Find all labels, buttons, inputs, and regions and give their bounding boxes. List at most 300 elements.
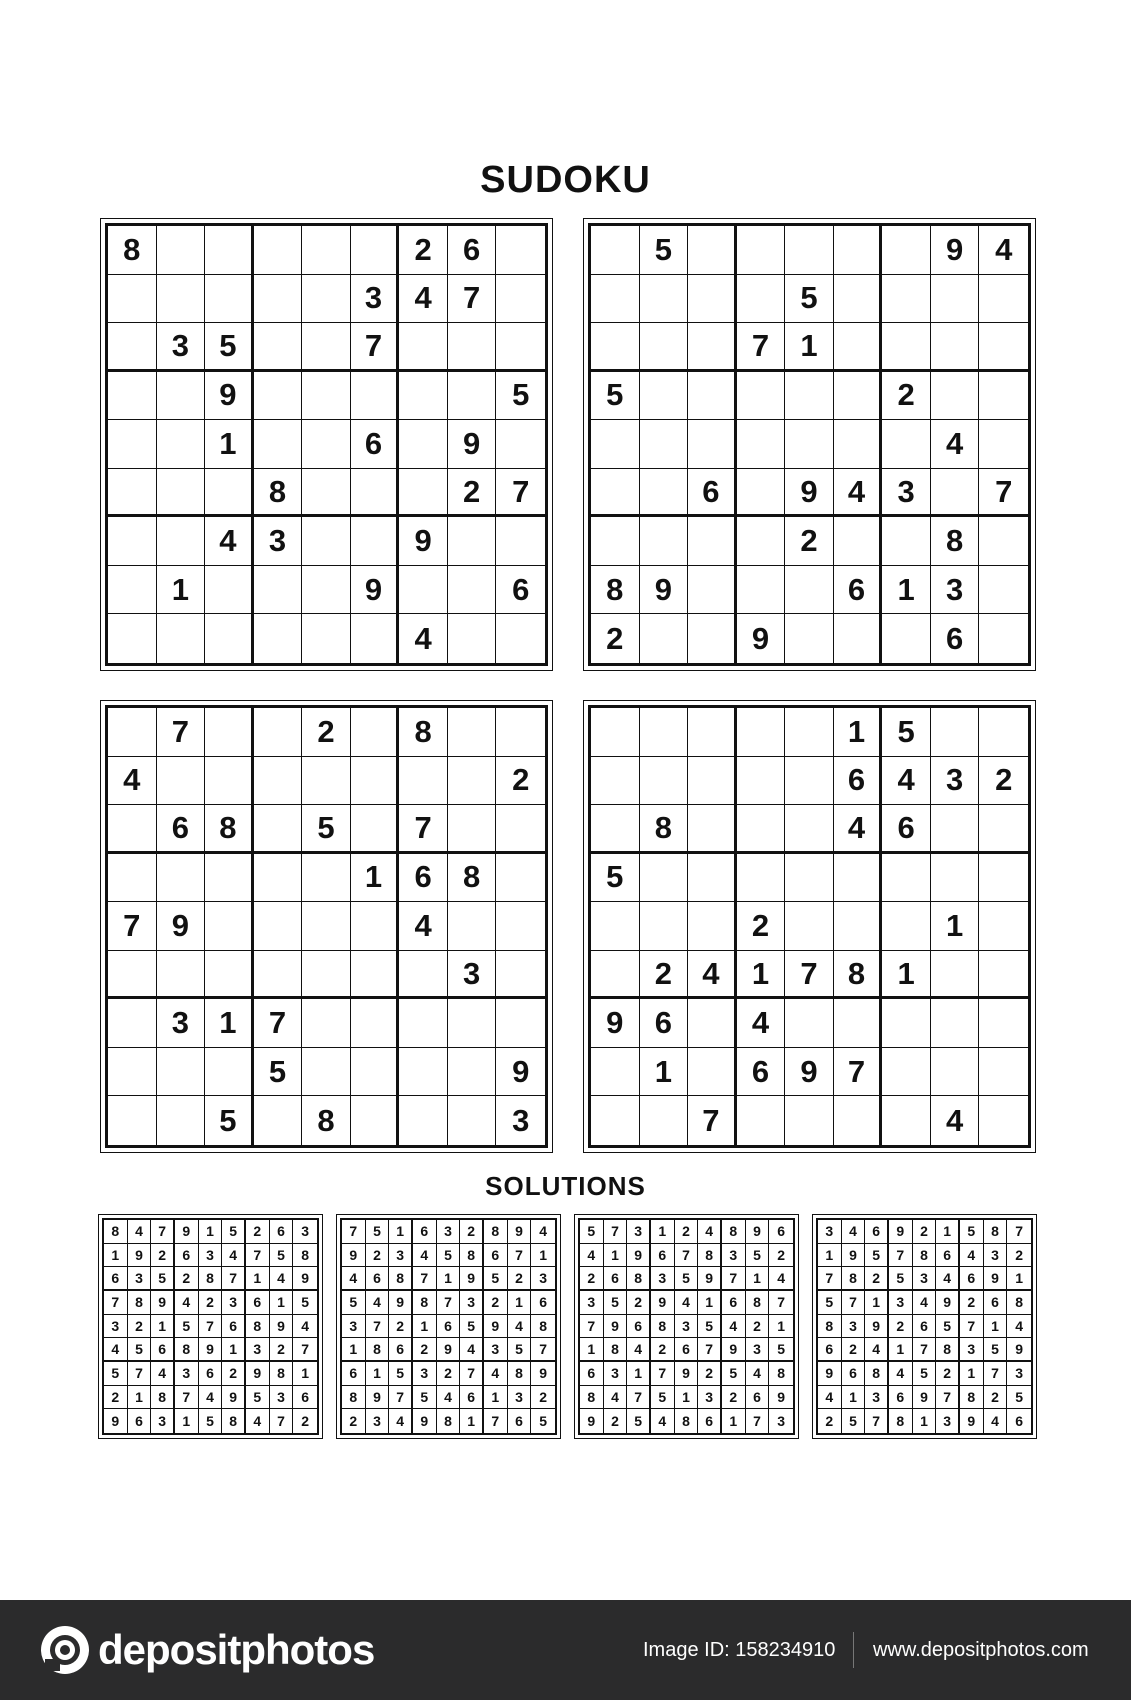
solution-cell: 6 <box>842 1362 866 1386</box>
solution-cell: 8 <box>342 1386 366 1410</box>
solution-cell: 4 <box>675 1291 699 1315</box>
sudoku-cell <box>496 708 545 757</box>
sudoku-cell <box>205 902 254 951</box>
sudoku-puzzle-3 <box>100 700 553 1153</box>
sudoku-cell: 5 <box>882 708 931 757</box>
sudoku-cell <box>785 757 834 806</box>
sudoku-cell <box>591 517 640 566</box>
sudoku-cell: 7 <box>351 323 400 372</box>
sudoku-cell <box>448 372 497 421</box>
sudoku-cell <box>882 226 931 275</box>
sudoku-cell <box>448 805 497 854</box>
sudoku-cell <box>496 805 545 854</box>
solution-cell: 4 <box>389 1409 413 1433</box>
sudoku-cell <box>979 805 1028 854</box>
solution-cell: 9 <box>842 1244 866 1268</box>
solution-cell: 4 <box>936 1267 960 1291</box>
sudoku-cell <box>254 323 303 372</box>
solution-cell: 7 <box>746 1409 770 1433</box>
sudoku-cell: 4 <box>399 275 448 324</box>
sudoku-cell <box>591 708 640 757</box>
solution-cell: 6 <box>508 1409 532 1433</box>
sudoku-cell: 9 <box>737 614 786 663</box>
sudoku-cell <box>205 951 254 1000</box>
solution-cell: 9 <box>627 1244 651 1268</box>
logo-text: depositphotos <box>98 1626 375 1673</box>
solution-cell: 5 <box>769 1338 793 1362</box>
sudoku-cell <box>108 420 157 469</box>
sudoku-cell <box>108 1096 157 1145</box>
sudoku-cell <box>737 1096 786 1145</box>
sudoku-cell: 1 <box>931 902 980 951</box>
solution-cell: 2 <box>722 1386 746 1410</box>
sudoku-cell <box>640 1096 689 1145</box>
solution-cell: 2 <box>818 1409 842 1433</box>
solution-cell: 2 <box>389 1315 413 1339</box>
solution-cell: 9 <box>865 1315 889 1339</box>
solution-cell: 8 <box>246 1315 270 1339</box>
solution-cell: 4 <box>484 1362 508 1386</box>
sudoku-cell: 8 <box>302 1096 351 1145</box>
sudoku-cell <box>979 614 1028 663</box>
solution-cell: 5 <box>675 1267 699 1291</box>
sudoku-cell: 6 <box>640 999 689 1048</box>
sudoku-cell <box>254 275 303 324</box>
sudoku-cell <box>351 517 400 566</box>
solution-cell: 2 <box>413 1338 437 1362</box>
solution-cell: 8 <box>769 1362 793 1386</box>
solution-cell: 4 <box>580 1244 604 1268</box>
sudoku-cell <box>785 854 834 903</box>
solution-cell: 1 <box>960 1362 984 1386</box>
solution-cell: 8 <box>960 1386 984 1410</box>
solution-cell: 9 <box>104 1409 128 1433</box>
solution-cell: 4 <box>698 1220 722 1244</box>
sudoku-cell <box>785 614 834 663</box>
solution-cell: 3 <box>889 1291 913 1315</box>
solution-cell: 7 <box>865 1409 889 1433</box>
solution-cell: 8 <box>698 1244 722 1268</box>
sudoku-cell: 6 <box>931 614 980 663</box>
sudoku-cell: 5 <box>496 372 545 421</box>
sudoku-cell <box>254 951 303 1000</box>
sudoku-cell <box>108 951 157 1000</box>
solution-cell: 1 <box>580 1338 604 1362</box>
sudoku-cell <box>108 614 157 663</box>
solution-cell: 2 <box>698 1362 722 1386</box>
sudoku-cell <box>205 469 254 518</box>
sudoku-cell <box>448 566 497 615</box>
solution-cell: 5 <box>580 1220 604 1244</box>
sudoku-cell <box>979 372 1028 421</box>
solution-cell: 9 <box>1007 1338 1031 1362</box>
solution-cell: 8 <box>128 1291 152 1315</box>
solution-cell: 7 <box>293 1338 317 1362</box>
sudoku-cell: 1 <box>882 566 931 615</box>
sudoku-cell <box>931 708 980 757</box>
solution-cell: 5 <box>960 1220 984 1244</box>
sudoku-cell <box>688 757 737 806</box>
solution-cell: 1 <box>222 1338 246 1362</box>
sudoku-cell <box>640 275 689 324</box>
solution-cell: 3 <box>651 1267 675 1291</box>
sudoku-cell: 6 <box>688 469 737 518</box>
solution-cell: 6 <box>984 1291 1008 1315</box>
sudoku-cell: 9 <box>157 902 206 951</box>
sudoku-cell <box>157 469 206 518</box>
sudoku-cell <box>591 902 640 951</box>
solution-cell: 8 <box>151 1386 175 1410</box>
sudoku-cell <box>931 323 980 372</box>
sudoku-cell: 6 <box>496 566 545 615</box>
sudoku-cell <box>591 1096 640 1145</box>
sudoku-cell <box>448 323 497 372</box>
depositphotos-logo[interactable] <box>40 1624 374 1676</box>
sudoku-cell: 3 <box>512 1102 530 1138</box>
solution-cell: 9 <box>698 1267 722 1291</box>
solution-cell: 8 <box>722 1220 746 1244</box>
solution-cell: 7 <box>366 1315 390 1339</box>
sudoku-cell: 1 <box>737 951 786 1000</box>
sudoku-cell <box>688 902 737 951</box>
solution-cell: 1 <box>151 1315 175 1339</box>
sudoku-cell <box>302 275 351 324</box>
sudoku-cell <box>157 951 206 1000</box>
sudoku-cell: 4 <box>688 951 737 1000</box>
solution-cell: 6 <box>627 1315 651 1339</box>
sudoku-cell <box>205 226 254 275</box>
divider <box>853 1632 854 1668</box>
solution-grid-4 <box>812 1214 1037 1439</box>
sudoku-cell <box>688 1048 737 1097</box>
solution-cell: 7 <box>413 1267 437 1291</box>
puzzle-grid <box>588 223 1031 666</box>
sudoku-cell <box>254 805 303 854</box>
solution-cell: 2 <box>484 1291 508 1315</box>
sudoku-cell <box>254 902 303 951</box>
sudoku-cell: 6 <box>157 805 206 854</box>
solution-cell: 3 <box>580 1291 604 1315</box>
sudoku-cell <box>108 323 157 372</box>
sudoku-cell <box>302 517 351 566</box>
solution-cell: 1 <box>651 1220 675 1244</box>
solution-cell: 4 <box>889 1362 913 1386</box>
solution-cell: 6 <box>1015 1413 1024 1430</box>
solution-cell: 7 <box>246 1244 270 1268</box>
sudoku-cell: 8 <box>108 226 157 275</box>
solution-cell: 5 <box>936 1315 960 1339</box>
sudoku-cell <box>108 566 157 615</box>
solution-cell: 4 <box>222 1244 246 1268</box>
sudoku-cell <box>591 323 640 372</box>
solution-cell: 9 <box>128 1244 152 1268</box>
sudoku-cell <box>640 614 689 663</box>
solution-grid-1 <box>98 1214 323 1439</box>
site-url-link[interactable]: www.depositphotos.com <box>873 1639 1089 1661</box>
sudoku-cell: 3 <box>931 566 980 615</box>
solution-cell: 1 <box>366 1362 390 1386</box>
solution-cell: 8 <box>484 1220 508 1244</box>
solution-cell: 5 <box>128 1338 152 1362</box>
solution-cell: 7 <box>460 1362 484 1386</box>
solution-cell: 4 <box>413 1244 437 1268</box>
solution-cell: 7 <box>722 1267 746 1291</box>
sudoku-cell <box>882 1096 931 1145</box>
solution-cell: 3 <box>366 1409 390 1433</box>
solution-cell: 2 <box>604 1409 628 1433</box>
solution-cell: 1 <box>675 1386 699 1410</box>
sudoku-cell <box>351 226 400 275</box>
sudoku-cell <box>399 1096 448 1145</box>
sudoku-cell <box>399 951 448 1000</box>
solution-cell: 4 <box>627 1338 651 1362</box>
solution-cell: 1 <box>199 1220 223 1244</box>
sudoku-cell <box>688 372 737 421</box>
sudoku-cell <box>302 757 351 806</box>
solution-cell: 3 <box>1007 1362 1031 1386</box>
sudoku-cell <box>496 226 545 275</box>
sudoku-cell <box>205 566 254 615</box>
sudoku-cell <box>448 1096 497 1145</box>
sudoku-cell <box>834 420 883 469</box>
solution-cell: 2 <box>842 1338 866 1362</box>
sudoku-cell: 3 <box>882 469 931 518</box>
solution-cell: 9 <box>389 1291 413 1315</box>
solution-cell: 9 <box>818 1362 842 1386</box>
sudoku-cell <box>448 517 497 566</box>
solution-cell: 6 <box>199 1362 223 1386</box>
solution-cell: 6 <box>293 1386 317 1410</box>
solution-cell: 6 <box>651 1244 675 1268</box>
solution-cell: 5 <box>539 1413 548 1430</box>
sudoku-cell: 6 <box>448 226 497 275</box>
sudoku-cell: 9 <box>496 1048 545 1097</box>
sudoku-cell <box>882 275 931 324</box>
solution-cell: 6 <box>604 1267 628 1291</box>
sudoku-cell <box>737 226 786 275</box>
sudoku-cell <box>931 805 980 854</box>
solution-cell: 5 <box>722 1362 746 1386</box>
sudoku-cell <box>640 708 689 757</box>
solution-cell: 1 <box>484 1386 508 1410</box>
solution-cell: 9 <box>651 1291 675 1315</box>
sudoku-cell <box>785 372 834 421</box>
sudoku-cell: 4 <box>931 420 980 469</box>
sudoku-cell: 1 <box>205 999 254 1048</box>
solution-cell: 7 <box>842 1291 866 1315</box>
sudoku-cell <box>931 951 980 1000</box>
sudoku-cell <box>448 999 497 1048</box>
sudoku-cell <box>737 854 786 903</box>
solution-cell: 5 <box>342 1291 366 1315</box>
solution-cell: 6 <box>818 1338 842 1362</box>
sudoku-cell: 2 <box>882 372 931 421</box>
sudoku-cell <box>351 372 400 421</box>
sudoku-cell <box>688 805 737 854</box>
sudoku-cell <box>157 420 206 469</box>
sudoku-cell: 8 <box>640 805 689 854</box>
sudoku-cell <box>351 614 400 663</box>
sudoku-cell <box>591 805 640 854</box>
sudoku-cell: 5 <box>254 1048 303 1097</box>
sudoku-cell <box>931 469 980 518</box>
solution-cell: 7 <box>508 1244 532 1268</box>
sudoku-cell <box>931 1048 980 1097</box>
sudoku-cell: 5 <box>302 805 351 854</box>
sudoku-cell <box>254 854 303 903</box>
solution-cell: 6 <box>936 1244 960 1268</box>
solution-cell: 5 <box>913 1362 937 1386</box>
sudoku-cell <box>785 805 834 854</box>
sudoku-cell <box>399 420 448 469</box>
sudoku-cell: 9 <box>351 566 400 615</box>
solution-cell: 3 <box>913 1267 937 1291</box>
solution-cell: 3 <box>984 1244 1008 1268</box>
sudoku-cell <box>834 275 883 324</box>
solution-cell: 6 <box>222 1315 246 1339</box>
solution-cell: 3 <box>437 1220 461 1244</box>
sudoku-cell: 4 <box>834 469 883 518</box>
sudoku-cell <box>108 854 157 903</box>
solution-cell: 3 <box>413 1362 437 1386</box>
solution-cell: 5 <box>604 1291 628 1315</box>
sudoku-cell <box>785 708 834 757</box>
sudoku-cell <box>254 614 303 663</box>
solution-cell: 8 <box>175 1338 199 1362</box>
sudoku-cell <box>591 226 640 275</box>
solution-cell: 1 <box>531 1244 555 1268</box>
sudoku-cell <box>785 1096 834 1145</box>
sudoku-cell <box>688 275 737 324</box>
solution-cell: 1 <box>936 1220 960 1244</box>
solution-cell: 3 <box>722 1244 746 1268</box>
sudoku-cell <box>254 1096 303 1145</box>
solution-grid <box>340 1218 557 1435</box>
solution-cell: 6 <box>128 1409 152 1433</box>
sudoku-cell <box>834 517 883 566</box>
page-title: SUDOKU <box>480 159 651 201</box>
sudoku-cell: 5 <box>640 226 689 275</box>
solution-cell: 7 <box>270 1409 294 1433</box>
solution-cell: 3 <box>175 1362 199 1386</box>
solution-cell: 4 <box>865 1338 889 1362</box>
solution-cell: 2 <box>746 1315 770 1339</box>
solution-cell: 6 <box>366 1267 390 1291</box>
solution-cell: 4 <box>270 1267 294 1291</box>
solution-cell: 8 <box>199 1267 223 1291</box>
solution-cell: 7 <box>199 1315 223 1339</box>
solution-cell: 5 <box>1007 1386 1031 1410</box>
sudoku-cell: 1 <box>882 951 931 1000</box>
sudoku-cell: 7 <box>737 323 786 372</box>
solution-grid <box>102 1218 319 1435</box>
sudoku-cell: 5 <box>591 854 640 903</box>
solution-cell: 7 <box>175 1386 199 1410</box>
solution-cell: 3 <box>865 1386 889 1410</box>
solution-cell: 2 <box>437 1362 461 1386</box>
solution-cell: 6 <box>769 1220 793 1244</box>
solution-cell: 4 <box>437 1386 461 1410</box>
solution-cell: 2 <box>199 1291 223 1315</box>
solution-cell: 5 <box>484 1267 508 1291</box>
sudoku-cell <box>399 757 448 806</box>
solution-cell: 5 <box>865 1244 889 1268</box>
solution-cell: 5 <box>293 1291 317 1315</box>
sudoku-cell <box>302 951 351 1000</box>
solution-cell: 9 <box>293 1267 317 1291</box>
sudoku-cell: 4 <box>399 902 448 951</box>
solution-cell: 8 <box>865 1362 889 1386</box>
solution-cell: 9 <box>889 1220 913 1244</box>
solution-cell: 2 <box>151 1244 175 1268</box>
sudoku-cell <box>108 999 157 1048</box>
solution-cell: 3 <box>746 1338 770 1362</box>
solution-cell: 2 <box>1007 1244 1031 1268</box>
solution-cell: 8 <box>818 1315 842 1339</box>
sudoku-cell: 7 <box>254 999 303 1048</box>
sudoku-cell <box>688 517 737 566</box>
solution-cell: 4 <box>913 1291 937 1315</box>
solution-cell: 1 <box>842 1386 866 1410</box>
solution-cell: 1 <box>627 1362 651 1386</box>
solution-cell: 8 <box>104 1220 128 1244</box>
solution-cell: 1 <box>698 1291 722 1315</box>
sudoku-cell: 3 <box>351 275 400 324</box>
solutions-title: SOLUTIONS <box>485 1171 646 1201</box>
solution-cell: 1 <box>984 1315 1008 1339</box>
sudoku-cell <box>302 999 351 1048</box>
sudoku-cell: 3 <box>254 517 303 566</box>
sudoku-cell <box>640 517 689 566</box>
sudoku-cell <box>979 323 1028 372</box>
solution-cell: 6 <box>389 1338 413 1362</box>
sudoku-cell <box>351 469 400 518</box>
solution-cell: 2 <box>627 1291 651 1315</box>
solution-cell: 5 <box>413 1386 437 1410</box>
solution-cell: 6 <box>413 1220 437 1244</box>
sudoku-cell: 2 <box>448 469 497 518</box>
solution-cell: 4 <box>293 1315 317 1339</box>
solution-cell: 3 <box>293 1220 317 1244</box>
sudoku-cell <box>591 1048 640 1097</box>
sudoku-cell: 8 <box>448 854 497 903</box>
sudoku-cell <box>108 372 157 421</box>
solution-cell: 1 <box>460 1409 484 1433</box>
solution-cell: 7 <box>342 1220 366 1244</box>
sudoku-cell: 5 <box>205 1096 254 1145</box>
sudoku-cell <box>157 1096 206 1145</box>
sudoku-cell: 6 <box>399 854 448 903</box>
sudoku-cell <box>737 275 786 324</box>
solution-cell: 6 <box>270 1220 294 1244</box>
solution-cell: 8 <box>675 1409 699 1433</box>
solution-cell: 4 <box>199 1386 223 1410</box>
sudoku-cell <box>254 757 303 806</box>
solution-cell: 2 <box>270 1338 294 1362</box>
sudoku-cell <box>108 469 157 518</box>
sudoku-cell: 2 <box>979 757 1028 806</box>
sudoku-cell <box>737 469 786 518</box>
sudoku-puzzle-4 <box>583 700 1036 1153</box>
sudoku-cell <box>254 566 303 615</box>
solution-cell: 9 <box>936 1291 960 1315</box>
solution-cell: 1 <box>722 1409 746 1433</box>
sudoku-cell <box>640 469 689 518</box>
sudoku-cell: 5 <box>205 323 254 372</box>
sudoku-cell <box>931 372 980 421</box>
solution-cell: 9 <box>531 1362 555 1386</box>
solution-cell: 8 <box>389 1267 413 1291</box>
